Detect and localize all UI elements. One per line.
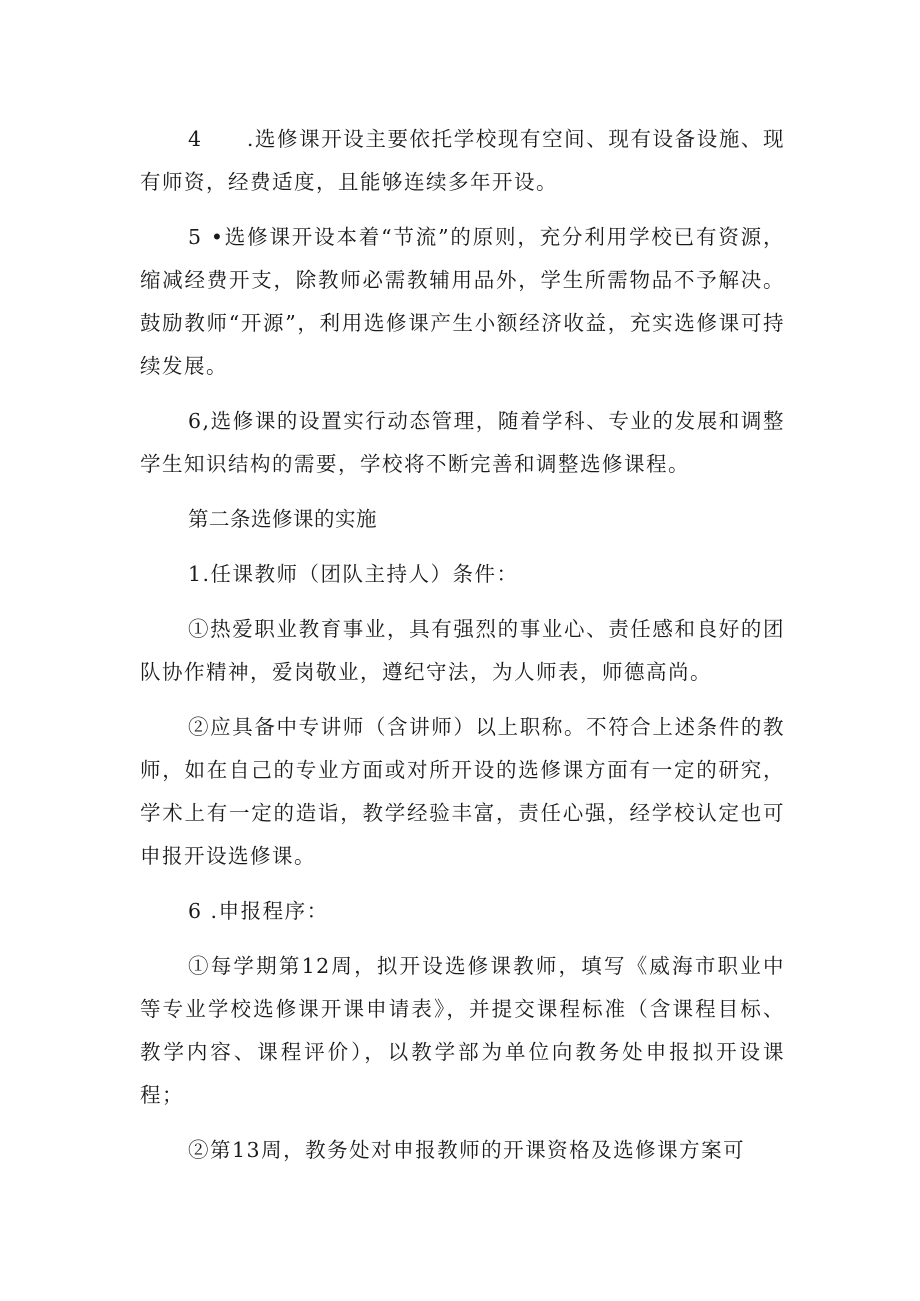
paragraph-condition-1: ①热爱职业教育事业，具有强烈的事业心、责任感和良好的团队协作精神，爱岗敬业，遵纪守法，为人师表，师德高尚。 [140, 617, 785, 684]
paragraph-teacher-conditions: 1.任课教师（团队主持人）条件： [188, 562, 519, 586]
section-heading-implementation: 第二条选修课的实施 [188, 507, 377, 531]
paragraph-item-5: 5 •选修课开设本着“节流”的原则，充分利用学校已有资源，缩减经费开支，除教师必需教辅用品外，学生所需物品不予解决。鼓励教师“开源”，利用选修课产生小额经济收益，充实选修课可持续发展。 [140, 225, 785, 378]
paragraph-item-6: 6,选修课的设置实行动态管理，随着学科、专业的发展和调整学生知识结构的需要，学校将不断完善和调整选修课程。 [140, 409, 785, 476]
paragraph-procedure-2: ②第13周，教务处对申报教师的开课资格及选修课方案可 [188, 1138, 746, 1162]
paragraph-application-procedure: 6 .申报程序： [188, 899, 329, 923]
paragraph-item-4: 4 .选修课开设主要依托学校现有空间、现有设备设施、现有师资，经费适度，且能够连续多年开设。 [140, 127, 785, 194]
paragraph-condition-2: ②应具备中专讲师（含讲师）以上职称。不符合上述条件的教师，如在自己的专业方面或对所开设的选修课方面有一定的研究，学术上有一定的造诣，教学经验丰富，责任心强，经学校认定也可申报开设选修课。 [140, 715, 785, 868]
paragraph-procedure-1: ①每学期第12周，拟开设选修课教师，填写《威海市职业中等专业学校选修课开课申请表》，并提交课程标准（含课程目标、教学内容、课程评价），以教学部为单位向教务处申报拟开设课程； [140, 954, 785, 1107]
document-page [140, 118, 785, 1184]
